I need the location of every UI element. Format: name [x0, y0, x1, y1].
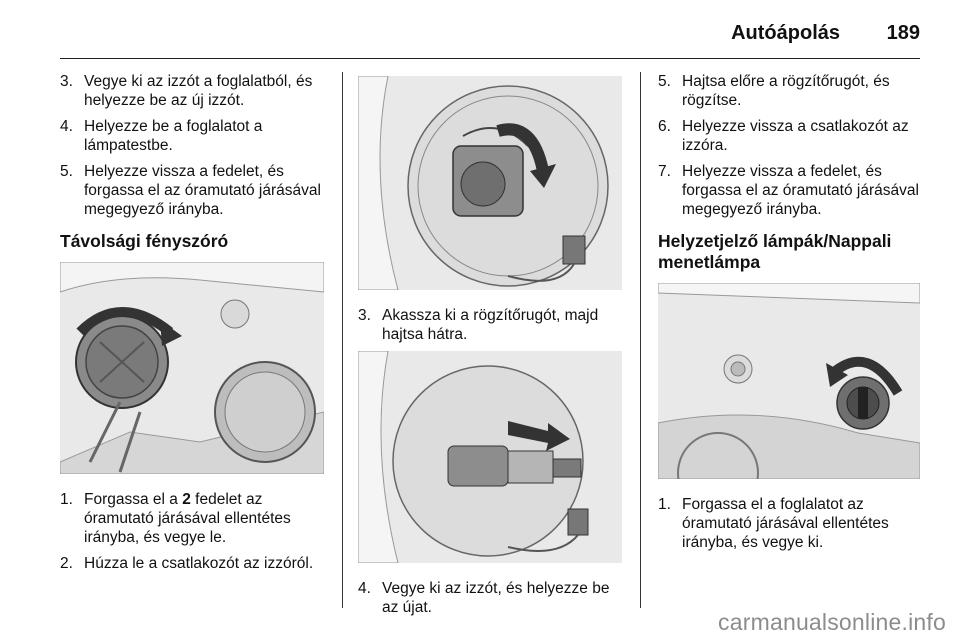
illustration-position-lamp-socket — [658, 283, 920, 479]
section-heading-high-beam: Távolsági fényszóró — [60, 231, 229, 251]
step-text: Helyezze be a foglalatot a lámpatestbe. — [84, 118, 263, 154]
step-text: Akassza ki a rögzítőrugót, majd hajtsa hátra. — [382, 307, 599, 343]
step-3-col1 — [60, 72, 328, 110]
step-1-col1 — [60, 490, 328, 547]
step-1-col3 — [658, 495, 920, 552]
step-3-col2 — [358, 306, 624, 344]
step-number: 3. — [358, 307, 371, 324]
step-text: Hajtsa előre a rögzítőrugót, és rögzítse. — [682, 73, 890, 109]
header-rule — [60, 58, 920, 59]
step-text-part: Forgassa el a — [84, 491, 183, 508]
step-5-col3 — [658, 72, 920, 110]
step-number: 5. — [658, 73, 671, 90]
column-divider — [342, 72, 343, 608]
illustration-bulb-removal — [358, 351, 622, 563]
watermark: carmanualsonline.info — [718, 609, 946, 635]
step-text: Vegye ki az izzót, és helyezze be az újat. — [382, 580, 610, 616]
page-number: 189 — [886, 22, 920, 44]
illustration-high-beam-cover — [60, 262, 324, 474]
step-text-part: fedelet az óramutató járásával ellentétes irányba, és vegye le. — [84, 491, 291, 546]
column-3 — [658, 72, 920, 559]
step-number: 1. — [658, 496, 671, 513]
step-text: Vegye ki az izzót a foglalatból, és helyezze be az új izzót. — [84, 73, 313, 109]
column-divider — [640, 72, 641, 608]
step-number: 5. — [60, 163, 73, 180]
page-title: Autóápolás — [731, 22, 840, 44]
step-number: 7. — [658, 163, 671, 180]
step-number: 2. — [60, 555, 73, 572]
step-number: 6. — [658, 118, 671, 135]
illustration-bulb-socket — [358, 76, 622, 290]
column-1 — [60, 72, 328, 580]
section-heading-position-lamps: Helyzetjelző lámpák/Nappali menetlámpa — [658, 231, 892, 272]
step-4-col2 — [358, 579, 624, 617]
step-text: Húzza le a csatlakozót az izzóról. — [84, 555, 314, 572]
column-2 — [358, 72, 624, 624]
step-6-col3 — [658, 117, 920, 155]
step-2-col1 — [60, 554, 328, 573]
step-text: Forgassa el a foglalatot az óramutató járásával ellentétes irányba, és vegye ki. — [682, 496, 889, 551]
step-number: 4. — [60, 118, 73, 135]
step-text: Helyezze vissza a fedelet, és forgassa el az óramutató járásával megegyező irányba. — [682, 163, 919, 218]
step-text-bold: 2 — [182, 491, 191, 508]
step-4-col1 — [60, 117, 328, 155]
step-7-col3 — [658, 162, 920, 219]
step-number: 3. — [60, 73, 73, 90]
step-text — [84, 490, 328, 547]
step-number: 1. — [60, 491, 73, 508]
step-number: 4. — [358, 580, 371, 597]
step-text: Helyezze vissza a csatlakozót az izzóra. — [682, 118, 909, 154]
step-text: Helyezze vissza a fedelet, és forgassa el az óramutató járásával megegyező irányba. — [84, 163, 321, 218]
page-header — [60, 0, 920, 58]
step-5-col1 — [60, 162, 328, 219]
